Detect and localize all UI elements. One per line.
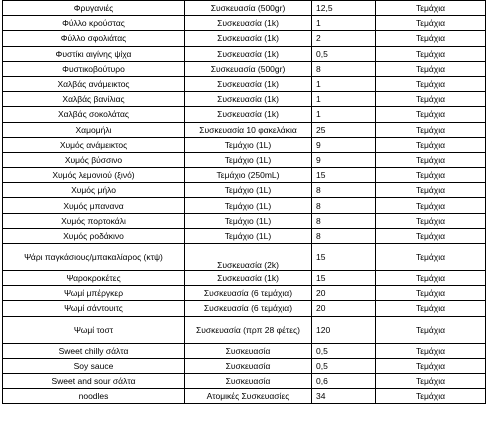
quantity-cell: 9 <box>312 152 376 167</box>
quantity-cell: 8 <box>312 61 376 76</box>
unit-cell: Τεμάχια <box>376 301 486 316</box>
unit-cell: Τεμάχια <box>376 271 486 286</box>
table-row <box>3 301 486 316</box>
packaging-cell: Συσκευασία (πρπ 28 φέτες) <box>185 316 312 343</box>
packaging-cell: Συσκευασία 10 φακελάκια <box>185 122 312 137</box>
table-row <box>3 16 486 31</box>
quantity-cell: 1 <box>312 92 376 107</box>
product-cell: Ψωμί σάντουιτς <box>3 301 185 316</box>
unit-cell: Τεμάχια <box>376 137 486 152</box>
packaging-cell: Ατομικές Συσκευασίες <box>185 389 312 404</box>
unit-cell: Τεμάχια <box>376 286 486 301</box>
packaging-cell: Συσκευασία (500gr) <box>185 61 312 76</box>
unit-cell: Τεμάχια <box>376 343 486 358</box>
packaging-cell: Συσκευασία (1k) <box>185 92 312 107</box>
table-row <box>3 358 486 373</box>
product-cell: Χαλβάς ανάμεικτος <box>3 76 185 91</box>
quantity-cell: 34 <box>312 389 376 404</box>
product-cell: Χαλβάς βανίλιας <box>3 92 185 107</box>
quantity-cell: 8 <box>312 228 376 243</box>
table-row <box>3 61 486 76</box>
table-row <box>3 286 486 301</box>
product-cell: Φυστικοβούτυρο <box>3 61 185 76</box>
unit-cell: Τεμάχια <box>376 228 486 243</box>
unit-cell: Τεμάχια <box>376 183 486 198</box>
unit-cell: Τεμάχια <box>376 92 486 107</box>
unit-cell: Τεμάχια <box>376 107 486 122</box>
product-cell: Χυμός βύσσινο <box>3 152 185 167</box>
product-cell: Sweet chilly σάλτα <box>3 343 185 358</box>
packaging-cell: Συσκευασία (1k) <box>185 107 312 122</box>
packaging-cell: Συσκευασία (500gr) <box>185 1 312 16</box>
product-cell: Φύλλο κρούστας <box>3 16 185 31</box>
packaging-cell: Συσκευασία (1k) <box>185 31 312 46</box>
table-row <box>3 137 486 152</box>
quantity-cell: 120 <box>312 316 376 343</box>
packaging-cell: Συσκευασία <box>185 358 312 373</box>
quantity-cell: 1 <box>312 76 376 91</box>
product-table-body <box>3 1 486 404</box>
unit-cell: Τεμάχια <box>376 244 486 271</box>
quantity-cell: 8 <box>312 213 376 228</box>
packaging-cell: Συσκευασία <box>185 343 312 358</box>
unit-cell: Τεμάχια <box>376 16 486 31</box>
packaging-cell: Τεμάχιο (1L) <box>185 137 312 152</box>
unit-cell: Τεμάχια <box>376 389 486 404</box>
product-cell: Φυστίκι αιγίνης ψίχα <box>3 46 185 61</box>
packaging-cell: Τεμάχιο (1L) <box>185 152 312 167</box>
quantity-cell: 2 <box>312 31 376 46</box>
quantity-cell: 9 <box>312 137 376 152</box>
product-cell: Χαλβάς σοκολάτας <box>3 107 185 122</box>
quantity-cell: 8 <box>312 183 376 198</box>
table-row <box>3 92 486 107</box>
packaging-cell: Συσκευασία (6 τεμάχια) <box>185 286 312 301</box>
quantity-cell: 0,6 <box>312 373 376 388</box>
unit-cell: Τεμάχια <box>376 168 486 183</box>
quantity-cell: 20 <box>312 301 376 316</box>
product-cell: noodles <box>3 389 185 404</box>
unit-cell: Τεμάχια <box>376 76 486 91</box>
packaging-cell: Τεμάχιο (250mL) <box>185 168 312 183</box>
unit-cell: Τεμάχια <box>376 61 486 76</box>
quantity-cell: 25 <box>312 122 376 137</box>
quantity-cell: 8 <box>312 198 376 213</box>
packaging-cell: Τεμάχιο (1L) <box>185 198 312 213</box>
product-cell: Χυμός ανάμεικτος <box>3 137 185 152</box>
product-cell: Ψάρι παγκάσιους/μπακαλίαρος (κτψ) <box>3 244 185 271</box>
table-row <box>3 152 486 167</box>
product-cell: Φύλλο σφολιάτας <box>3 31 185 46</box>
packaging-cell: Συσκευασία (6 τεμάχια) <box>185 301 312 316</box>
table-row <box>3 271 486 286</box>
table-row <box>3 183 486 198</box>
table-row <box>3 198 486 213</box>
table-row <box>3 46 486 61</box>
table-row <box>3 228 486 243</box>
product-table <box>2 0 486 404</box>
table-row <box>3 76 486 91</box>
unit-cell: Τεμάχια <box>376 213 486 228</box>
product-cell: Sweet and sour σάλτα <box>3 373 185 388</box>
product-cell: Φρυγανιές <box>3 1 185 16</box>
quantity-cell: 0,5 <box>312 343 376 358</box>
product-cell: Χυμός πορτοκάλι <box>3 213 185 228</box>
packaging-cell: Συσκευασία (1k) <box>185 271 312 286</box>
packaging-cell: Συσκευασία (1k) <box>185 16 312 31</box>
table-row <box>3 107 486 122</box>
packaging-cell: Τεμάχιο (1L) <box>185 213 312 228</box>
product-cell: Χυμός μπανανα <box>3 198 185 213</box>
packaging-cell: Τεμάχιο (1L) <box>185 183 312 198</box>
unit-cell: Τεμάχια <box>376 198 486 213</box>
table-row <box>3 373 486 388</box>
table-row <box>3 343 486 358</box>
unit-cell: Τεμάχια <box>376 152 486 167</box>
product-cell: Ψωμί μπέργκερ <box>3 286 185 301</box>
unit-cell: Τεμάχια <box>376 358 486 373</box>
table-row <box>3 168 486 183</box>
unit-cell: Τεμάχια <box>376 122 486 137</box>
table-row <box>3 122 486 137</box>
table-row <box>3 1 486 16</box>
unit-cell: Τεμάχια <box>376 1 486 16</box>
quantity-cell: 1 <box>312 107 376 122</box>
product-cell: Χυμός μήλο <box>3 183 185 198</box>
table-row <box>3 389 486 404</box>
product-cell: Χυμός ροδάκινο <box>3 228 185 243</box>
table-row <box>3 244 486 271</box>
table-row <box>3 316 486 343</box>
quantity-cell: 20 <box>312 286 376 301</box>
packaging-cell: Συσκευασία (1k) <box>185 76 312 91</box>
product-cell: Χυμός λεμονιού (ξινό) <box>3 168 185 183</box>
packaging-cell: Συσκευασία (2k) <box>185 244 312 271</box>
packaging-cell: Συσκευασία <box>185 373 312 388</box>
product-cell: Ψωμί τοστ <box>3 316 185 343</box>
packaging-cell: Συσκευασία (1k) <box>185 46 312 61</box>
quantity-cell: 0,5 <box>312 358 376 373</box>
quantity-cell: 15 <box>312 271 376 286</box>
product-cell: Χαμομήλι <box>3 122 185 137</box>
unit-cell: Τεμάχια <box>376 316 486 343</box>
quantity-cell: 1 <box>312 16 376 31</box>
quantity-cell: 0,5 <box>312 46 376 61</box>
unit-cell: Τεμάχια <box>376 31 486 46</box>
quantity-cell: 15 <box>312 244 376 271</box>
quantity-cell: 12,5 <box>312 1 376 16</box>
table-row <box>3 213 486 228</box>
packaging-cell: Τεμάχιο (1L) <box>185 228 312 243</box>
unit-cell: Τεμάχια <box>376 373 486 388</box>
unit-cell: Τεμάχια <box>376 46 486 61</box>
product-cell: Soy sauce <box>3 358 185 373</box>
table-row <box>3 31 486 46</box>
quantity-cell: 15 <box>312 168 376 183</box>
product-cell: Ψαροκροκέτες <box>3 271 185 286</box>
